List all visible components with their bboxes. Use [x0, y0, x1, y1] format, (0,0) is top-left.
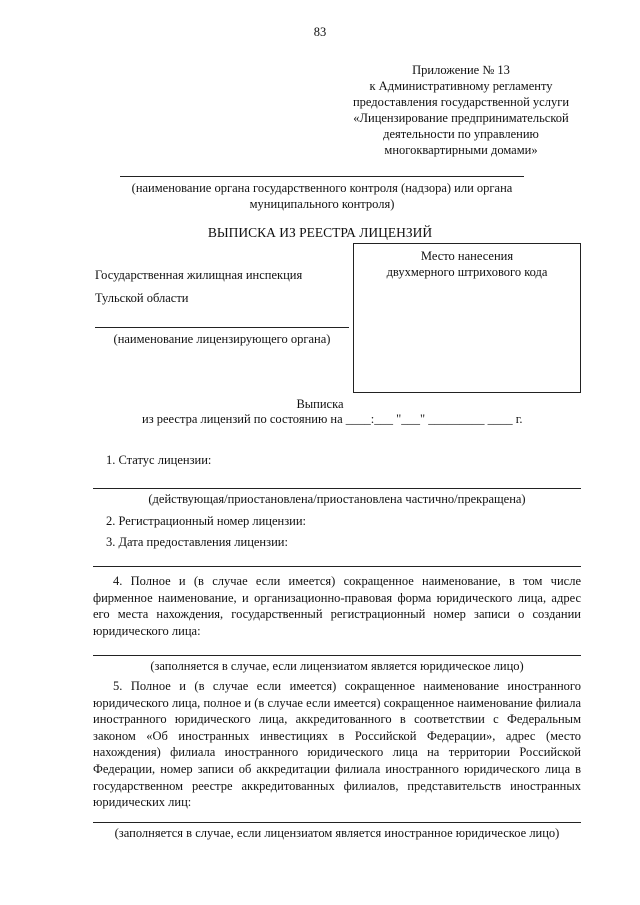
caption-line: муниципального контроля) [249, 197, 395, 211]
appendix-line: предоставления государственной услуги [352, 95, 570, 109]
barcode-placeholder-box [353, 243, 581, 393]
barcode-label-line: Место нанесения [420, 249, 514, 263]
item-4-line [93, 655, 581, 656]
appendix-line: «Лицензирование предпринимательской [353, 111, 569, 125]
caption-line: (наименование органа государственного контроля (надзора) или органа [131, 181, 513, 195]
control-body-caption [100, 180, 544, 212]
item-4-paragraph [93, 573, 581, 639]
appendix-line: к Административному регламенту [369, 79, 553, 93]
appendix-line: деятельности по управлению [383, 127, 539, 141]
control-body-line [120, 176, 524, 177]
item-status-label: 1. Статус лицензии: [106, 453, 212, 467]
item-reg-number-label: 2. Регистрационный номер лицензии: [106, 514, 307, 528]
licensing-body-caption: (наименование лицензирующего органа) [113, 332, 331, 346]
item-4-caption: (заполняется в случае, если лицензиатом является юридическое лицо) [150, 659, 524, 673]
status-caption: (действующая/приостановлена/приостановлена частично/прекращена) [148, 492, 526, 506]
item-date-label: 3. Дата предоставления лицензии: [106, 535, 288, 549]
licensing-body-name: Государственная жилищная инспекция [95, 268, 303, 282]
date-line [93, 566, 581, 567]
page-number: 83 [313, 25, 327, 39]
item-5-line [93, 822, 581, 823]
status-line [93, 488, 581, 489]
barcode-label-line: двухмерного штрихового кода [386, 265, 548, 279]
extract-date-line: из реестра лицензий по состоянию на ____:___ "___" _________ ____ г. [142, 412, 523, 426]
extract-heading: Выписка [296, 397, 344, 411]
licensing-body-line [95, 327, 349, 328]
document-title: ВЫПИСКА ИЗ РЕЕСТРА ЛИЦЕНЗИЙ [207, 225, 433, 240]
licensing-body-name: Тульской области [95, 291, 189, 305]
item-5-caption: (заполняется в случае, если лицензиатом является иностранное юридическое лицо) [114, 826, 560, 840]
item-5-text: 5. Полное и (в случае если имеется) сокращенное наименование иностранного юридического лица, полное и (в случае если имеется) сокращенное наименование филиала иностранного юридического лица, аккредитованного в соответствии с Федеральным законом «Об иностранных инвестициях в Российской Федерации», адрес (место нахождения) филиала иностранного юридического лица на территории Российской Федерации, номер записи об аккредитации филиала иностранного юридического лица в государственном реестре аккредитованных филиалов, представительств иностранных юридических лиц: [93, 679, 581, 810]
appendix-line: многоквартирными домами» [384, 143, 538, 157]
appendix-header [330, 62, 592, 158]
item-5-paragraph [93, 678, 581, 811]
appendix-line: Приложение № 13 [412, 63, 510, 77]
item-4-text: 4. Полное и (в случае если имеется) сокращенное наименование, в том числе фирменное наименование, и организационно-правовая форма юридического лица, адрес его места нахождения, государственный регистрационный номер записи о создании юридического лица: [93, 574, 581, 638]
